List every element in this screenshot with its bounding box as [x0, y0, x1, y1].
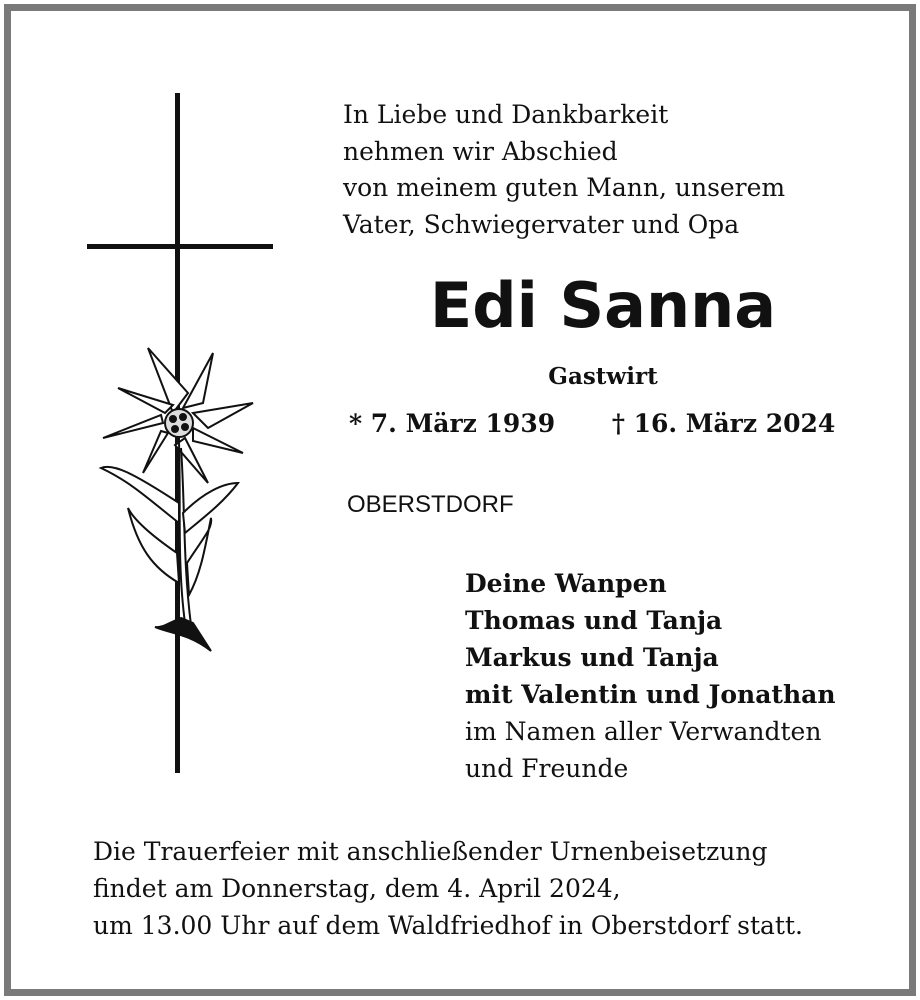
family-signatures — [465, 565, 836, 787]
family-line: und Freunde — [465, 754, 629, 783]
service-line: findet am Donnerstag, dem 4. April 2024, — [93, 874, 621, 903]
intro-line: nehmen wir Abschied — [343, 136, 618, 166]
intro-line: In Liebe und Dankbarkeit — [343, 100, 669, 129]
obituary-body — [11, 11, 909, 989]
family-line: im Namen aller Verwandten — [465, 717, 822, 746]
family-line: Deine Wanpen — [465, 569, 667, 598]
occupation: Gastwirt — [548, 363, 658, 390]
death-date: † 16. März 2024 — [611, 409, 836, 438]
life-dates — [349, 409, 835, 438]
birth-date: * 7. März 1939 — [349, 409, 556, 438]
intro-text — [343, 97, 785, 243]
service-line: Die Trauerfeier mit anschließender Urnenbeisetzung — [93, 837, 768, 866]
obituary-frame — [4, 4, 916, 996]
service-line: um 13.00 Uhr auf dem Waldfriedhof in Oberstdorf statt. — [93, 911, 803, 940]
edelweiss-icon — [93, 333, 273, 663]
family-line: Markus und Tanja — [465, 643, 719, 672]
service-info — [93, 833, 803, 944]
intro-line: von meinem guten Mann, unserem — [343, 173, 786, 202]
family-line: mit Valentin und Jonathan — [465, 680, 836, 709]
cross-beam — [87, 244, 273, 249]
place: OBERSTDORF — [347, 491, 514, 518]
deceased-name: Edi Sanna — [429, 269, 777, 342]
family-line: Thomas und Tanja — [465, 606, 723, 635]
intro-line: Vater, Schwiegervater und Opa — [343, 209, 740, 239]
